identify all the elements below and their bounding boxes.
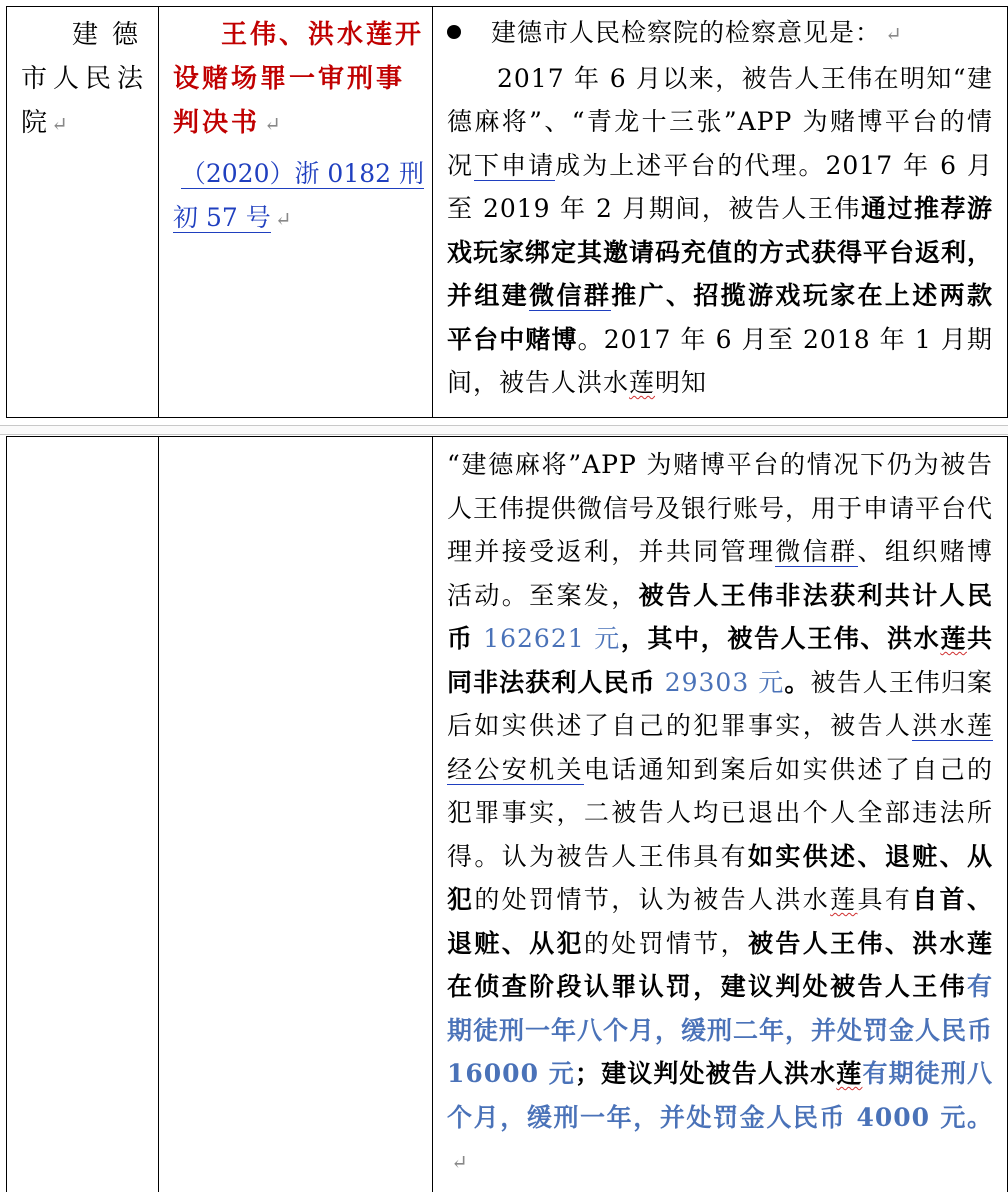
opinion-cell-top xyxy=(433,7,1008,418)
court-line-2: 市人民法 xyxy=(21,57,152,101)
document-cell xyxy=(159,7,433,418)
judgment-table-top xyxy=(6,6,1008,418)
opinion-heading: 建德市人民检察院的检察意见是： ↵ xyxy=(447,11,993,57)
opinion-cell-bottom xyxy=(433,437,1008,1192)
judgment-table-bottom xyxy=(6,436,1008,1192)
opinion-paragraph-1: 2017 年 6 月以来，被告人王伟在明知“建德麻将”、“青龙十三张”APP 为赌博平台的情况下申请成为上述平台的代理。2017 年 6 月至 2019 年 2 月期间，被告人王伟通过推荐游戏玩家绑定其邀请码充值的方式获得平台返利，并组建微信群推广、招揽游戏玩家在上述两款平台中赌博。2017 年 6 月至 2018 年 1 月期间，被告人洪水莲明知 xyxy=(447,57,993,405)
opinion-paragraph-2: “建德麻将”APP 为赌博平台的情况下仍为被告人王伟提供微信号及银行账号，用于申请平台代理并接受返利，并共同管理微信群、组织赌博活动。至案发，被告人王伟非法获利共计人民币 162621 元，其中，被告人王伟、洪水莲共同非法获利人民币 29303 元。被告人王伟归案后如实供述了自己的犯罪事实，被告人洪水莲经公安机关电话通知到案后如实供述了自己的犯罪事实，二被告人均已退出个人全部违法所得。认为被告人王伟具有如实供述、退赃、从犯的处罚情节，认为被告人洪水莲具有自首、退赃、从犯的处罚情节，被告人王伟、洪水莲在侦查阶段认罪认罚，建议判处被告人王伟有期徒刑一年八个月，缓刑二年，并处罚金人民币 16000 元；建议判处被告人洪水莲有期徒刑八个月，缓刑一年，并处罚金人民币 4000 元。↵ xyxy=(447,443,993,1185)
court-line-3: 院 ↵ xyxy=(21,101,152,146)
document-cell-continued xyxy=(159,437,433,1192)
court-cell-continued xyxy=(7,437,159,1192)
document-title[interactable]: 王伟、洪水莲开 设赌场罪一审刑事 判决书 ↵ xyxy=(159,7,432,146)
page-break-separator xyxy=(0,425,1008,435)
bullet-icon xyxy=(447,25,461,39)
case-number-link[interactable]: （2020）浙 0182 刑 初 57 号 ↵ xyxy=(159,152,432,241)
court-line-1: 建德 xyxy=(21,13,152,57)
court-cell xyxy=(7,7,159,418)
